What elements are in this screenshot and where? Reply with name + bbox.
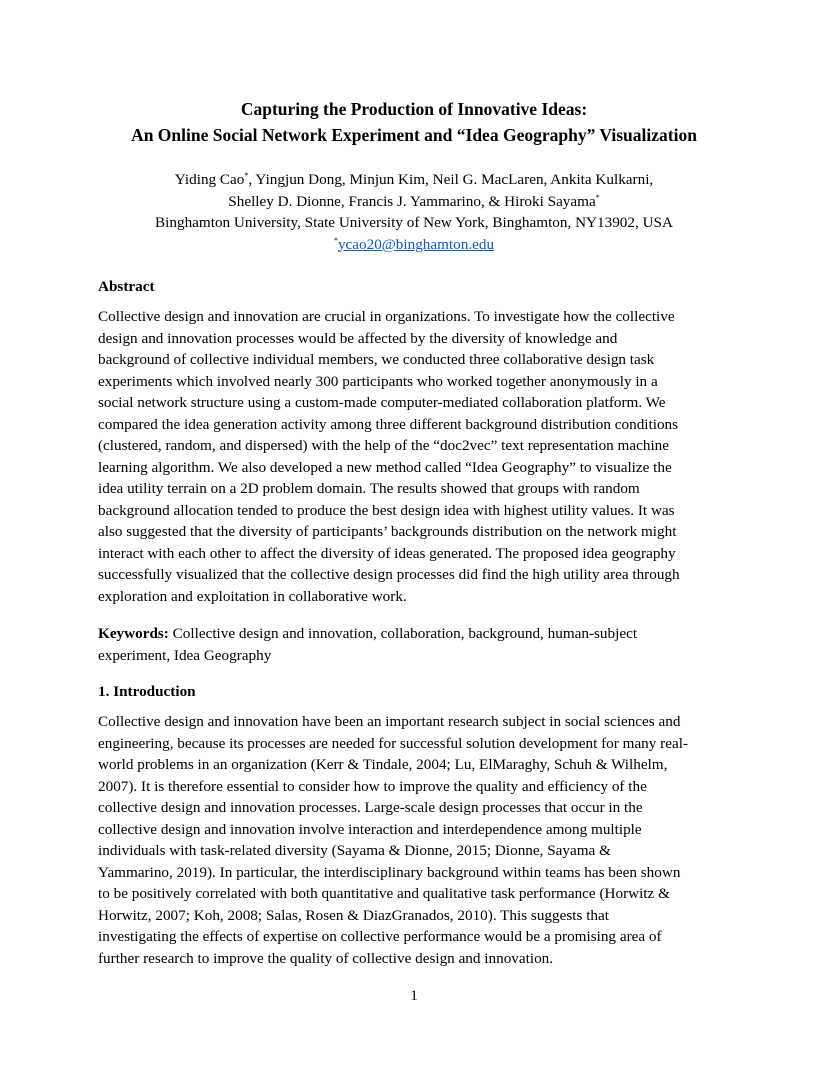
abstract-body: [98, 306, 738, 607]
title-line-1: Capturing the Production of Innovative Ideas:: [240, 99, 588, 119]
abstract-line: background of collective individual members, we conducted three collaborative design task: [98, 351, 655, 368]
introduction-line: individuals with task-related diversity (Sayama & Dionne, 2015; Dionne, Sayama &: [98, 842, 611, 859]
email-mark: *: [333, 235, 338, 245]
keywords-text-1: Collective design and innovation, collaboration, background, human-subject: [168, 625, 638, 642]
introduction-body: [98, 711, 738, 969]
introduction-heading: 1. Introduction: [98, 683, 196, 700]
introduction-line: investigating the effects of expertise on collective performance would be a promising area of: [98, 928, 662, 945]
introduction-line: Collective design and innovation have been an important research subject in social sciences and: [98, 713, 681, 730]
introduction-line: collective design and innovation processes. Large-scale design processes that occur in the: [98, 799, 643, 816]
keywords-line-2: experiment, Idea Geography: [98, 646, 272, 664]
abstract-line: exploration and exploitation in collaborative work.: [98, 587, 407, 605]
introduction-line: engineering, because its processes are needed for successful solution development for many real-: [98, 734, 688, 752]
keywords-line-1: [98, 623, 738, 645]
keywords: [98, 623, 738, 666]
title-line-2: An Online Social Network Experiment and “Idea Geography” Visualization: [131, 125, 697, 145]
abstract-line: successfully visualized that the collective design processes did find the high utility area through: [98, 566, 680, 583]
abstract-line: experiments which involved nearly 300 participants who worked together anonymously in a: [98, 372, 658, 390]
abstract-line: compared the idea generation activity among three different background distribution conditions: [98, 415, 679, 433]
abstract-line: interact with each other to affect the diversity of ideas generated. The proposed idea geography: [98, 544, 676, 562]
email-link[interactable]: ycao20@binghamton.edu: [337, 235, 495, 253]
introduction-line: Yammarino, 2019). In particular, the interdisciplinary background within teams has been shown: [98, 863, 681, 881]
abstract-line: design and innovation processes would be affected by the diversity of knowledge and: [98, 329, 618, 347]
introduction-line: further research to improve the quality of collective design and innovation.: [98, 949, 554, 967]
email-line: [60, 234, 768, 256]
abstract-line: idea utility terrain on a 2D problem domain. The results showed that groups with random: [98, 480, 640, 497]
introduction-line: to be positively correlated with both quantitative and qualitative task performance (Horwitz &: [98, 885, 670, 902]
affiliation: Binghamton University, State University of New York, Binghamton, NY13902, USA: [155, 214, 673, 231]
author-line-2: [60, 191, 768, 213]
introduction-line: Horwitz, 2007; Koh, 2008; Salas, Rosen & DiazGranados, 2010). This suggests that: [98, 906, 609, 924]
corresponding-mark: *: [244, 170, 249, 180]
corresponding-mark-2: *: [595, 192, 600, 202]
introduction-line: 2007). It is therefore essential to consider how to improve the quality and efficiency of the: [98, 777, 647, 795]
introduction-line: collective design and innovation involve interaction and interdependence among multiple: [98, 820, 642, 838]
abstract-line: background allocation tended to produce the best design idea with highest utility values. It was: [98, 501, 675, 519]
abstract-line: also suggested that the diversity of participants’ backgrounds distribution on the network might: [98, 523, 677, 540]
author-first: Yiding Cao: [174, 171, 245, 188]
keywords-label: Keywords:: [98, 625, 169, 642]
paper-title: [60, 96, 768, 148]
page-number: 1: [410, 987, 418, 1004]
abstract-line: social network structure using a custom-made computer-mediated collaboration platform. We: [98, 394, 666, 411]
author-line-1-rest: , Yingjun Dong, Minjun Kim, Neil G. MacLaren, Ankita Kulkarni,: [248, 171, 654, 188]
introduction-line: world problems in an organization (Kerr & Tindale, 2004; Lu, ElMaraghy, Schuh & Wilhelm,: [98, 756, 668, 773]
author-line-2-text: Shelley D. Dionne, Francis J. Yammarino, & Hiroki Sayama: [228, 192, 596, 210]
abstract-line: learning algorithm. We also developed a new method called “Idea Geography” to visualize the: [98, 458, 672, 476]
abstract-line: (clustered, random, and dispersed) with the help of the “doc2vec” text representation machine: [98, 437, 669, 454]
abstract-line: Collective design and innovation are crucial in organizations. To investigate how the collective: [98, 308, 675, 325]
author-block: [60, 169, 768, 255]
author-line-1: [60, 169, 768, 191]
abstract-heading: Abstract: [98, 278, 155, 295]
